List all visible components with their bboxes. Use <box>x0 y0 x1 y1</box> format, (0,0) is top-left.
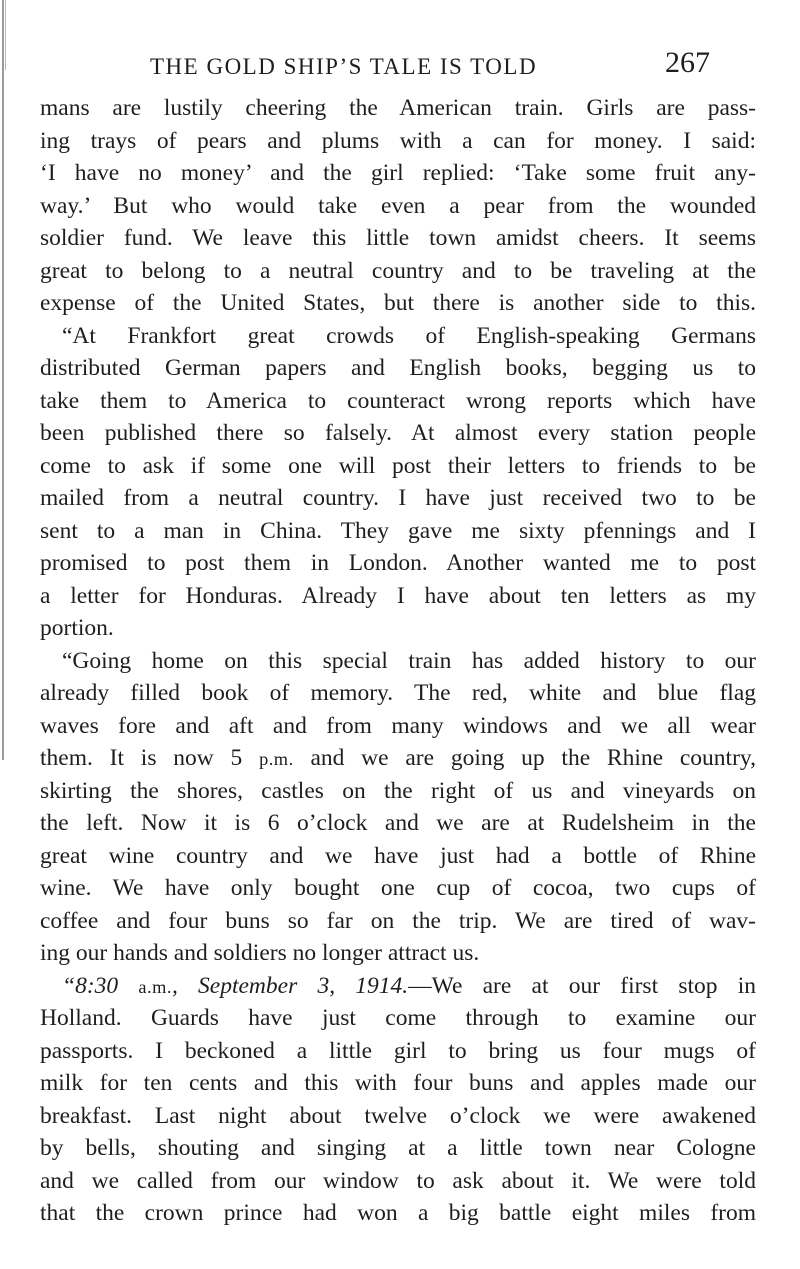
text-line: mans are lustily cheering the American train. Girls are pass- <box>40 95 756 121</box>
text-line: come to ask if some one will post their letters to friends to be <box>40 452 756 479</box>
paragraph-end-line: portion. <box>40 615 114 641</box>
text-line: that the crown prince had won a big battle eight miles from <box>40 1200 756 1226</box>
text-line: already filled book of memory. The red, white and blue flag <box>40 680 756 706</box>
text-line: expense of the United States, but there is another side to this. <box>40 290 756 316</box>
paragraph-end-line: ing our hands and soldiers no longer attract us. <box>40 940 480 966</box>
small-caps-time: p.m. <box>259 749 294 769</box>
text-line: breakfast. Last night about twelve o’clock we were awakened <box>40 1102 756 1129</box>
text-line: skirting the shores, castles on the right of us and vineyards on <box>40 777 756 804</box>
text-line: coffee and four buns so far on the trip. We are tired of wav- <box>40 907 756 934</box>
dated-entry-line <box>40 970 756 1003</box>
text-line: mailed from a neutral country. I have just received two to be <box>40 485 756 511</box>
text-segment: them. It is now 5 <box>40 745 260 771</box>
paragraph-start-line: “At Frankfort great crowds of English-speaking Germans <box>62 322 756 349</box>
text-line: by bells, shouting and singing at a little town near Cologne <box>40 1135 756 1161</box>
text-line: promised to post them in London. Another wanted me to post <box>40 550 756 576</box>
page-edge-line <box>2 0 4 760</box>
text-line: a letter for Honduras. Already I have about ten letters as my <box>40 582 756 609</box>
italic-date-part: “8:30 <box>62 972 139 999</box>
running-head: THE GOLD SHIP’S TALE IS TOLD <box>150 54 538 79</box>
text-line: Holland. Guards have just come through to examine our <box>40 1005 756 1031</box>
text-line: milk for ten cents and this with four buns and apples made our <box>40 1070 756 1096</box>
page-number: 267 <box>665 46 710 79</box>
paragraph-start-line: “Going home on this special train has added history to our <box>62 647 756 674</box>
body-text <box>40 92 756 1230</box>
text-line: sent to a man in China. They gave me sixty pfennings and I <box>40 517 756 544</box>
text-line: ‘I have no money’ and the girl replied: ‘Take some fruit any- <box>40 160 756 186</box>
text-line: ing trays of pears and plums with a can for money. I said: <box>40 127 756 154</box>
page-header <box>0 44 800 92</box>
text-segment: and we are going up the Rhine country, <box>293 745 756 771</box>
text-line: take them to America to counteract wrong reports which have <box>40 387 756 414</box>
text-line: been published there so falsely. At almost every station people <box>40 420 756 446</box>
text-line: passports. I beckoned a little girl to bring us four mugs of <box>40 1037 756 1064</box>
text-segment: —We are at our first stop in <box>408 972 757 999</box>
italic-date-part: , September 3, 1914. <box>171 972 409 999</box>
text-line: wine. We have only bought one cup of cocoa, two cups of <box>40 875 756 901</box>
text-line: great wine country and we have just had a bottle of Rhine <box>40 842 756 869</box>
text-line: and we called from our window to ask about it. We were told <box>40 1167 756 1194</box>
text-line-with-time <box>40 742 756 775</box>
small-caps-time: a.m. <box>138 976 172 997</box>
text-line: the left. Now it is 6 o’clock and we are at Rudelsheim in the <box>40 810 756 836</box>
text-line: great to belong to a neutral country and to be traveling at the <box>40 257 756 284</box>
text-line: waves fore and aft and from many windows and we all wear <box>40 712 756 739</box>
text-line: way.’ But who would take even a pear from the wounded <box>40 192 756 219</box>
text-line: soldier fund. We leave this little town amidst cheers. It seems <box>40 225 756 251</box>
text-line: distributed German papers and English books, begging us to <box>40 355 756 381</box>
